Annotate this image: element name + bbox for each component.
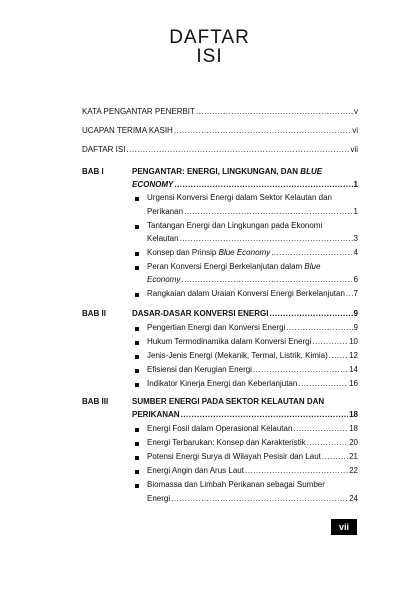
- bullet-icon: [135, 484, 139, 488]
- toc-entry-page: 20: [349, 438, 358, 447]
- toc-entry-2-3[interactable]: [147, 351, 358, 361]
- leader-dots: [174, 126, 351, 136]
- leader-dots: [184, 207, 353, 217]
- bullet-icon: [135, 428, 139, 432]
- chapter-title-text: PENGANTAR: ENERGI, LINGKUNGAN, DAN: [132, 167, 301, 176]
- toc-item-line: Efisiensi dan Kerugian Energi: [147, 365, 252, 374]
- toc-entry-1-4[interactable]: [147, 275, 358, 285]
- chapter-title-text: DASAR-DASAR KONVERSI ENERGI: [132, 309, 269, 318]
- toc-entry-page: 24: [349, 494, 358, 503]
- leader-dots: [180, 234, 353, 244]
- toc-entry-page: 6: [353, 275, 358, 284]
- toc-item-line: Hukum Termodinamika dalam Konversi Energi: [147, 337, 312, 346]
- toc-entry-1-1[interactable]: [147, 207, 358, 217]
- toc-entry-page: 7: [353, 289, 358, 298]
- toc-entry-page: 16: [349, 379, 358, 388]
- toc-entry-3-5[interactable]: [147, 494, 358, 504]
- toc-item-line: Potensi Energi Surya di Wilayah Pesisir dan Laut: [147, 452, 321, 461]
- leader-dots: [174, 180, 352, 190]
- toc-item-line: Biomassa dan Limbah Perikanan sebagai Sumber: [147, 480, 325, 489]
- bullet-icon: [135, 341, 139, 345]
- bullet-icon: [135, 252, 139, 256]
- bullet-icon: [135, 456, 139, 460]
- toc-entry-page: 9: [353, 309, 358, 318]
- chapter-title-line: SUMBER ENERGI PADA SEKTOR KELAUTAN DAN: [132, 397, 325, 406]
- toc-item-line: Kelautan: [147, 234, 179, 243]
- toc-entry-page: 18: [349, 424, 358, 433]
- toc-entry-chapter-3[interactable]: [132, 410, 358, 420]
- bullet-icon: [135, 225, 139, 229]
- toc-entry-2-1[interactable]: [147, 323, 358, 333]
- leader-dots: [181, 275, 352, 285]
- bullet-icon: [135, 383, 139, 387]
- toc-entry-page: 22: [349, 466, 358, 475]
- toc-entry-label: UCAPAN TERIMA KASIH: [82, 126, 173, 135]
- toc-entry-page: 3: [353, 234, 358, 243]
- bullet-icon: [135, 293, 139, 297]
- leader-dots: [181, 410, 349, 420]
- leader-dots: [245, 466, 348, 476]
- toc-entry-1-2[interactable]: [147, 234, 358, 244]
- toc-entry-3-3[interactable]: [147, 452, 358, 462]
- toc-item-line: Energi Angin dan Arus Laut: [147, 466, 244, 475]
- toc-item-line: Tantangan Energi dan Lingkungan pada Ekonomi: [147, 221, 323, 230]
- title-line-2: ISI: [196, 46, 223, 67]
- toc-item-line: Energi Fosil dalam Operasional Kelautan: [147, 424, 293, 433]
- bullet-icon: [135, 442, 139, 446]
- bullet-icon: [135, 470, 139, 474]
- leader-dots: [298, 379, 348, 389]
- leader-dots: [293, 424, 348, 434]
- toc-entry-page: vi: [352, 126, 358, 135]
- leader-dots: [307, 438, 348, 448]
- chapter-title-line: [132, 167, 322, 177]
- toc-item-line: Economy: [147, 275, 181, 284]
- chapter-title-line2: ECONOMY: [132, 180, 174, 189]
- toc-item-line: Jenis-Jenis Energi (Mekanik, Termal, Listrik, Kimia): [147, 351, 328, 360]
- chapter-title-italic: BLUE: [300, 167, 323, 176]
- leader-dots: [271, 248, 352, 258]
- toc-item-line: Peran Konversi Energi Berkelanjutan dalam Blue: [147, 262, 321, 271]
- toc-entry-page: 10: [349, 337, 358, 346]
- toc-entry-2-5[interactable]: [147, 379, 358, 389]
- chapter-number: BAB III: [82, 397, 109, 406]
- chapter-number: BAB II: [82, 309, 106, 318]
- toc-item-line: Energi: [147, 494, 171, 503]
- toc-entry-2-2[interactable]: [147, 337, 358, 347]
- toc-entry-page: 14: [349, 365, 358, 374]
- bullet-icon: [135, 327, 139, 331]
- toc-item-line: Indikator Kinerja Energi dan Keberlanjutan: [147, 379, 298, 388]
- toc-entry-page: 9: [353, 323, 358, 332]
- page-number-badge: vii: [331, 519, 357, 535]
- toc-entry-page: 1: [353, 180, 358, 189]
- bullet-icon: [135, 355, 139, 359]
- leader-dots: [253, 365, 348, 375]
- bullet-icon: [135, 266, 139, 270]
- bullet-icon: [135, 369, 139, 373]
- title-line-1: DAFTAR: [169, 27, 250, 48]
- toc-entry-chapter-1[interactable]: [132, 180, 358, 190]
- toc-entry-3-4[interactable]: [147, 466, 358, 476]
- page-title: [0, 28, 419, 66]
- leader-dots: [286, 323, 352, 333]
- toc-entry-page: 21: [349, 452, 358, 461]
- toc-entry-page: vii: [350, 145, 358, 154]
- leader-dots: [312, 337, 348, 347]
- toc-item-line: Energi Terbarukan: Konsep dan Karakteristik: [147, 438, 306, 447]
- toc-entry-ucapan[interactable]: [82, 126, 358, 136]
- toc-entry-label: KATA PENGANTAR PENERBIT: [82, 107, 195, 116]
- leader-dots: [269, 309, 352, 319]
- toc-item-line: Pengertian Energi dan Konversi Energi: [147, 323, 286, 332]
- toc-entry-daftar-isi[interactable]: [82, 145, 358, 155]
- toc-entry-page: 12: [349, 351, 358, 360]
- toc-entry-page: 18: [349, 410, 358, 419]
- leader-dots: [322, 452, 348, 462]
- bullet-icon: [135, 197, 139, 201]
- toc-item-line: Urgensi Konversi Energi dalam Sektor Kelautan dan: [147, 193, 332, 202]
- toc-entry-1-5[interactable]: [147, 289, 358, 299]
- chapter-title-line2: PERIKANAN: [132, 410, 180, 419]
- leader-dots: [126, 145, 349, 155]
- toc-entry-page: 1: [353, 207, 358, 216]
- toc-item-line: Perikanan: [147, 207, 184, 216]
- toc-item-line: Rangkaian dalam Uraian Konversi Energi Berkelanjutan: [147, 289, 345, 298]
- leader-dots: [346, 289, 353, 299]
- toc-item-line: Konsep dan Prinsip Blue Economy: [147, 248, 271, 257]
- toc-entry-1-3[interactable]: [147, 248, 358, 258]
- toc-entry-page: 4: [353, 248, 358, 257]
- toc-entry-3-1[interactable]: [147, 424, 358, 434]
- toc-entry-kata-pengantar[interactable]: [82, 107, 358, 117]
- leader-dots: [171, 494, 348, 504]
- leader-dots: [196, 107, 353, 117]
- chapter-number: BAB I: [82, 167, 104, 176]
- toc-entry-2-4[interactable]: [147, 365, 358, 375]
- leader-dots: [329, 351, 348, 361]
- toc-entry-chapter-2[interactable]: [132, 309, 358, 319]
- toc-entry-page: v: [354, 107, 358, 116]
- toc-entry-3-2[interactable]: [147, 438, 358, 448]
- toc-entry-label: DAFTAR ISI: [82, 145, 126, 154]
